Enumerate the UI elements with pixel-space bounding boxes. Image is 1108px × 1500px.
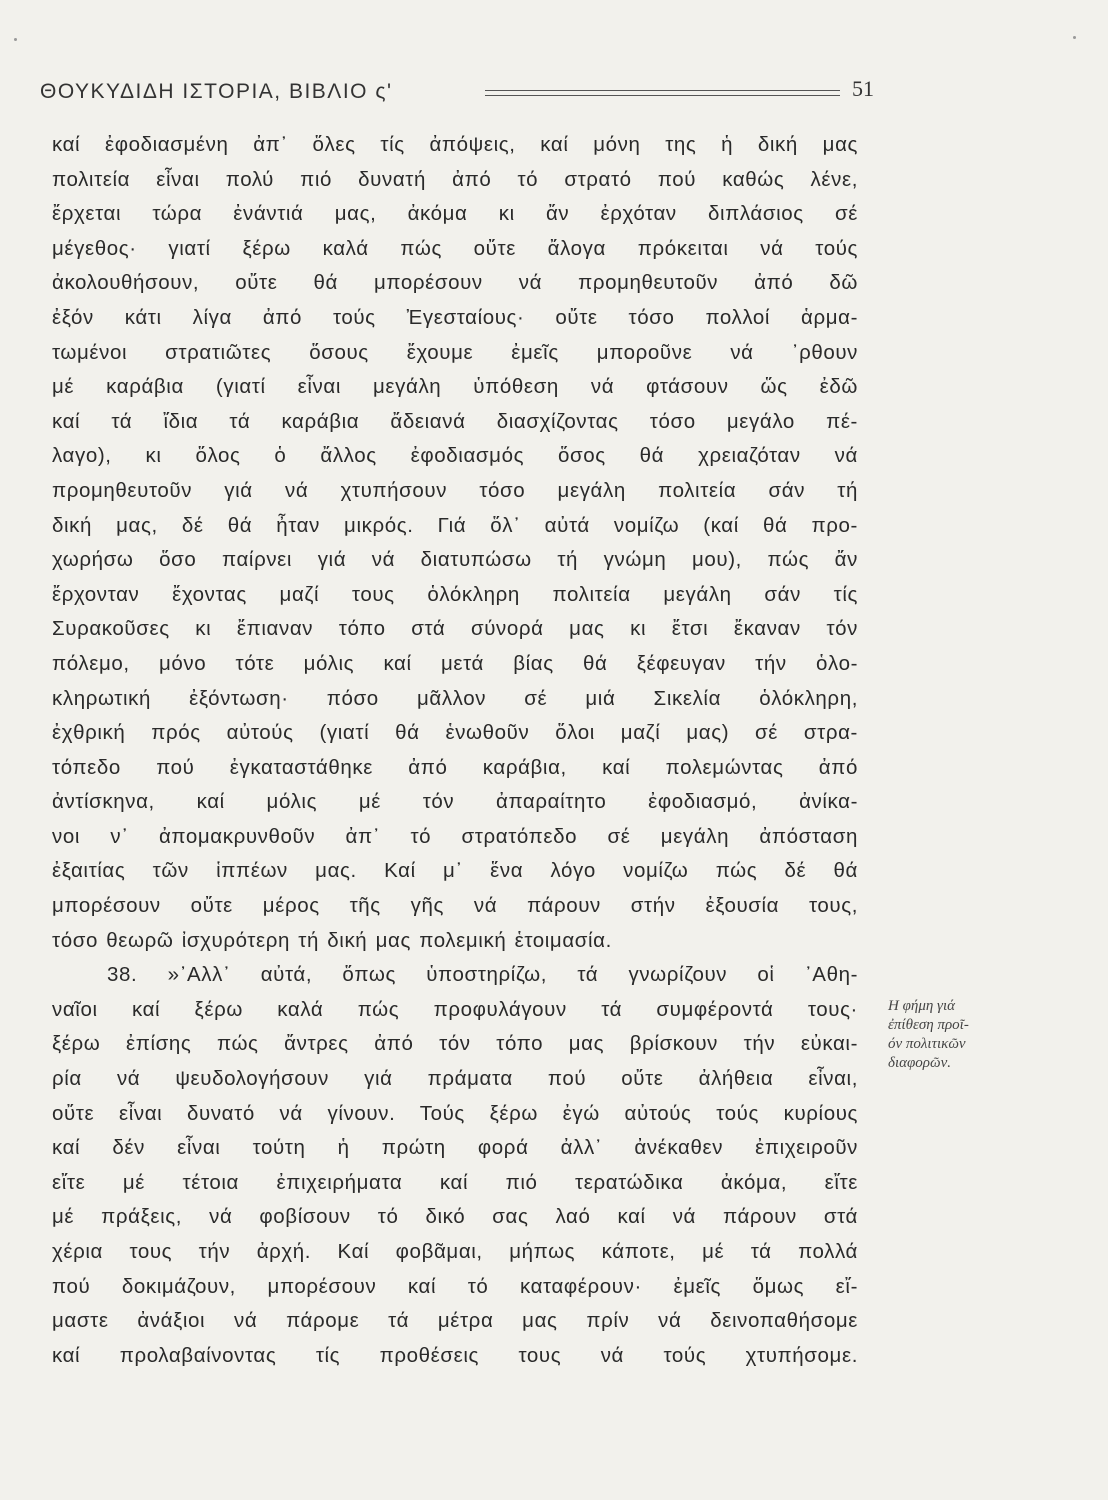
text-line: καί ἐφοδιασμένη ἀπ᾽ ὅλες τίς ἀπόψεις, καί μόνη της ἡ δική μας bbox=[52, 133, 858, 156]
text-line: εἴτε μέ τέτοια ἐπιχειρήματα καί πιό τερατώδικα ἀκόμα, εἴτε bbox=[52, 1170, 858, 1194]
running-head bbox=[40, 70, 874, 110]
text-line: ἐχθρική πρός αὐτούς (γιατί θά ἑνωθοῦν ὅλοι μαζί μας) σέ στρα- bbox=[52, 721, 858, 745]
text-line: πού δοκιμάζουν, μπορέσουν καί τό καταφέρουν· ἐμεῖς ὅμως εἴ- bbox=[52, 1274, 858, 1298]
page-number: 51 bbox=[852, 76, 874, 101]
scan-speck bbox=[14, 38, 17, 41]
text-line: μέ καράβια (γιατί εἶναι μεγάλη ὑπόθεση νά φτάσουν ὥς ἐδῶ bbox=[52, 375, 858, 399]
text-line: πολιτεία εἶναι πολύ πιό δυνατή ἀπό τό στρατό πού καθώς λένε, bbox=[52, 167, 858, 191]
text-line: ἐξόν κάτι λίγα ἀπό τούς Ἐγεσταίους· οὔτε τόσο πολλοί ἁρμα- bbox=[52, 305, 858, 329]
text-line: μέγεθος· γιατί ξέρω καλά πώς οὔτε ἄλογα πρόκειται νά τούς bbox=[52, 236, 858, 260]
text-line: ἀκολουθήσουν, οὔτε θά μπορέσουν νά προμηθευτοῦν ἀπό δῶ bbox=[52, 271, 858, 295]
margin-note bbox=[888, 997, 1028, 1073]
margin-note-line: Η φήμη γιά bbox=[888, 998, 955, 1014]
margin-note-line: διαφορῶν. bbox=[888, 1055, 952, 1071]
text-line: ξέρω ἐπίσης πώς ἄντρες ἀπό τόν τόπο μας βρίσκουν τήν εὐκαι- bbox=[52, 1032, 858, 1056]
body-text bbox=[52, 128, 858, 1373]
text-line: μέ πράξεις, νά φοβίσουν τό δικό σας λαό καί νά πάρουν στά bbox=[52, 1205, 858, 1229]
text-line: χωρήσω ὅσο παίρνει γιά νά διατυπώσω τή γνώμη μου), πώς ἄν bbox=[52, 548, 858, 572]
text-line: χέρια τους τήν ἀρχή. Καί φοβᾶμαι, μήπως κάποτε, μέ τά πολλά bbox=[52, 1240, 858, 1263]
text-line: νοι ν᾽ ἀπομακρυνθοῦν ἀπ᾽ τό στρατόπεδο σέ μεγάλη ἀπόσταση bbox=[52, 824, 858, 848]
text-line: τόσο θεωρῶ ἰσχυρότερη τή δική μας πολεμική ἑτοιμασία. bbox=[52, 928, 612, 952]
text-line: τόπεδο πού ἐγκαταστάθηκε ἀπό καράβια, καί πολεμώντας ἀπό bbox=[52, 755, 858, 779]
text-line: λαγο), κι ὅλος ὁ ἄλλος ἐφοδιασμός ὅσος θά χρειαζόταν νά bbox=[52, 444, 858, 468]
text-line: δική μας, δέ θά ἦταν μικρός. Γιά ὅλ᾽ αὐτά νομίζω (καί θά προ- bbox=[52, 513, 858, 537]
header-rule bbox=[485, 90, 840, 96]
text-line: ναῖοι καί ξέρω καλά πώς προφυλάγουν τά συμφέροντά τους· bbox=[52, 997, 858, 1021]
text-line: ἔρχονταν ἔχοντας μαζί τους ὁλόκληρη πολιτεία μεγάλη σάν τίς bbox=[52, 582, 858, 606]
text-line: μαστε ἀνάξιοι νά πάρομε τά μέτρα μας πρίν νά δεινοπαθήσομε bbox=[52, 1309, 858, 1333]
text-line: καί δέν εἶναι τούτη ἡ πρώτη φορά ἀλλ᾽ ἀνέκαθεν ἐπιχειροῦν bbox=[52, 1136, 858, 1160]
text-line: ἐξαιτίας τῶν ἱππέων μας. Καί μ᾽ ἕνα λόγο νομίζω πώς δέ θά bbox=[52, 859, 858, 883]
text-line: προμηθευτοῦν γιά νά χτυπήσουν τόσο μεγάλη πολιτεία σάν τή bbox=[52, 478, 858, 502]
running-title: ΘΟΥΚΥΔΙΔΗ ΙΣΤΟΡΙΑ, ΒΙΒΛΙΟ ς' bbox=[40, 80, 393, 103]
scan-speck bbox=[1073, 36, 1076, 39]
text-line: καί προλαβαίνοντας τίς προθέσεις τους νά τούς χτυπήσομε. bbox=[52, 1343, 858, 1367]
section-38-start: 38. »᾽Αλλ᾽ αὐτά, ὅπως ὑποστηρίζω, τά γνωρίζουν οἱ ᾽Αθη- bbox=[107, 963, 858, 987]
margin-note-line: όν πολιτικῶν bbox=[888, 1036, 966, 1052]
text-line: πόλεμο, μόνο τότε μόλις καί μετά βίας θά ξέφευγαν τήν ὁλο- bbox=[52, 651, 858, 675]
text-line: κληρωτική ἐξόντωση· πόσο μᾶλλον σέ μιά Σικελία ὁλόκληρη, bbox=[52, 686, 858, 710]
text-line: ρία νά ψευδολογήσουν γιά πράματα πού οὔτε ἀλήθεια εἶναι, bbox=[52, 1067, 858, 1091]
text-line: ἔρχεται τώρα ἐνάντιά μας, ἀκόμα κι ἄν ἐρχόταν διπλάσιος σέ bbox=[52, 202, 858, 226]
text-line: μπορέσουν οὔτε μέρος τῆς γῆς νά πάρουν στήν ἐξουσία τους, bbox=[52, 894, 858, 918]
text-line: Συρακοῦσες κι ἔπιαναν τόπο στά σύνορά μας κι ἔτσι ἔκαναν τόν bbox=[52, 617, 858, 641]
margin-note-line: ἐπίθεση προῖ- bbox=[888, 1017, 969, 1033]
text-line: τωμένοι στρατιῶτες ὅσους ἔχουμε ἐμεῖς μποροῦνε νά ᾽ρθουν bbox=[52, 340, 858, 364]
text-line: οὔτε εἶναι δυνατό νά γίνουν. Τούς ξέρω ἐγώ αὐτούς τούς κυρίους bbox=[52, 1101, 858, 1125]
text-line: καί τά ἴδια τά καράβια ἄδειανά διασχίζοντας τόσο μεγάλο πέ- bbox=[52, 409, 858, 433]
text-line: ἀντίσκηνα, καί μόλις μέ τόν ἀπαραίτητο ἐφοδιασμό, ἀνίκα- bbox=[52, 790, 858, 814]
